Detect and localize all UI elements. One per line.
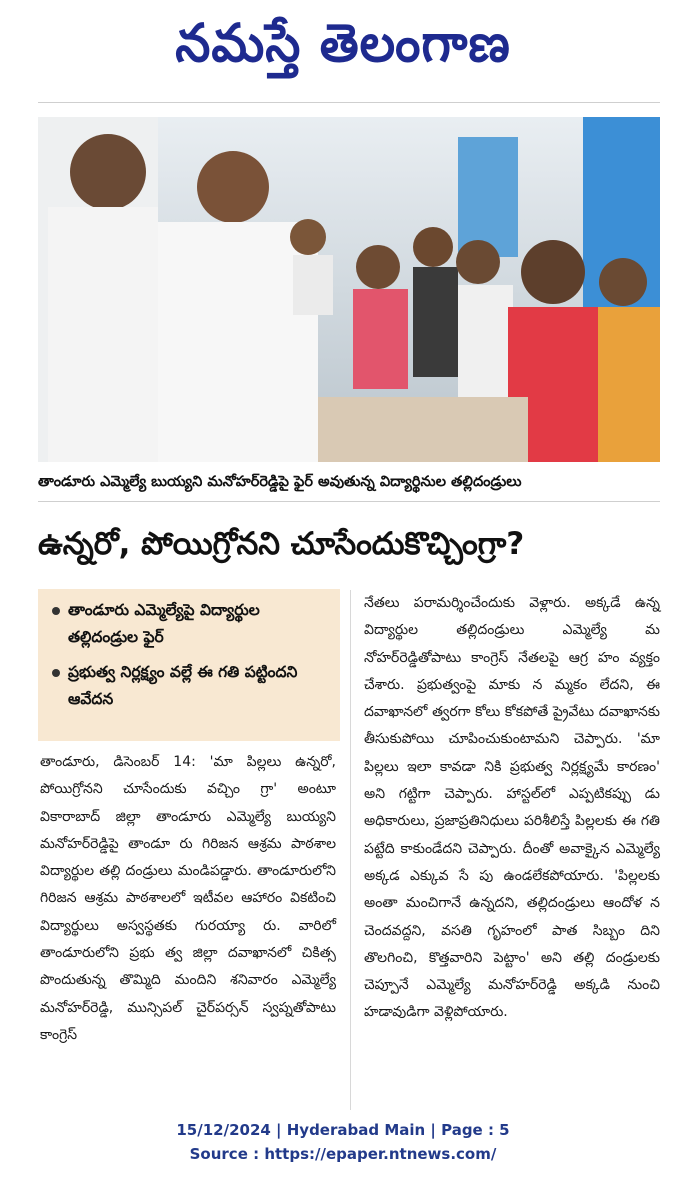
edition-info: 15/12/2024 | Hyderabad Main | Page : 5 xyxy=(176,1121,510,1139)
column-divider xyxy=(350,590,351,1110)
highlight-item xyxy=(48,597,330,651)
article-headline: ఉన్నరో, పోయిగ్రోనని చూసేందుకొచ్చింగ్రా? xyxy=(38,526,525,562)
page-footer xyxy=(0,1118,686,1166)
highlight-text: తాండూరు ఎమ్మెల్యేపై విద్యార్థుల తల్లిదండ్రుల ఫైర్ xyxy=(68,601,260,646)
article-column-right xyxy=(364,590,660,1027)
bullet-icon xyxy=(52,669,60,677)
photo-caption: తాండూరు ఎమ్మెల్యే బుయ్యని మనోహర్‌రెడ్డిపై ఫైర్ అవుతున్న విద్యార్థినుల తల్లిదండ్రులు xyxy=(38,474,522,490)
caption-rule xyxy=(38,501,660,502)
news-photo xyxy=(38,117,660,462)
source-link[interactable]: Source : https://epaper.ntnews.com/ xyxy=(189,1145,497,1163)
highlight-item xyxy=(48,659,330,713)
highlight-text: ప్రభుత్వ నిర్లక్ష్యం వల్లే ఈ గతి పట్టిందని ఆవేదన xyxy=(68,663,298,708)
newspaper-title: నమస్తే తెలంగాణ xyxy=(175,12,511,74)
bullet-icon xyxy=(52,607,60,615)
masthead-rule xyxy=(38,102,660,103)
article-body-right: నేతలు పరామర్శించేందుకు వెళ్లారు. అక్కడే ఉన్న విద్యార్థుల తల్లిదండ్రులు ఎమ్మెల్యే మ నోహర్‌రెడ్డితోపాటు కాంగ్రెస్ నేతలపై ఆగ్ర హం వ్యక్తం చేశారు. ప్రభుత్వంపై మాకు న మ్మకం లేదని, ఈ దవాఖానలో త్వరగా కోలు కోకపోతే ప్రైవేటు దవాఖానకు తీసుకుపోయి చూపించుకుంటామని చెప్పారు. 'మా పిల్లలు ఇలా కావడా నికి ప్రభుత్వ నిర్లక్ష్యమే కారణం' అని గట్టిగా చెప్పారు. హాస్టల్‌లో ఎప్పటికప్పు డు అధికారులు, ప్రజాప్రతినిధులు పరిశీలిస్తే పిల్లలకు ఈ గతి పట్టేది కాకుండేదని చెప్పారు. దీంతో అవాక్కైన ఎమ్మెల్యే అక్కడ ఎక్కువ సే పు ఉండలేకపోయారు. 'పిల్లలకు అంతా మంచిగానే ఉన్నదని, తల్లిదండ్రులు ఆందోళ న చెందవద్దని, వసతి గృహంలో పాత సిబ్బం దిని తొలగించి, కొత్తవారిని పెట్టాం' అని తల్లి దండ్రులకు చెప్పూనే ఎమ్మెల్యే మనోహర్‌రెడ్డి అక్కడి నుంచి హడావుడిగా వెళ్లిపోయారు. xyxy=(364,595,660,1021)
highlights-box xyxy=(38,589,340,741)
masthead xyxy=(0,8,686,78)
article-column-left xyxy=(40,749,336,1049)
article-body-left: తాండూరు, డిసెంబర్ 14: 'మా పిల్లలు ఉన్నరో, పోయిగ్రోనని చూసేందుకు వచ్చిం గ్రా' అంటూ వికారాబాద్ జిల్లా తాండూరు ఎమ్మెల్యే బుయ్యని మనోహర్‌రెడ్డిపై తాండూ రు గిరిజన ఆశ్రమ పాఠశాల విద్యార్థుల తల్లి దండ్రులు మండిపడ్డారు. తాండూరులోని గిరిజన ఆశ్రమ పాఠశాలలో ఇటీవల ఆహారం వికటించి విద్యార్థులు అస్వస్థతకు గురయ్యా రు. వారిలో తాండూరులోని ప్రభు త్వ జిల్లా దవాఖానలో చికిత్స పొందుతున్న తొమ్మిది మందిని శనివారం ఎమ్మెల్యే మనోహర్‌రెడ్డి, మున్సిపల్ చైర్‌పర్సన్ స్వప్నతోపాటు కాంగ్రెస్ xyxy=(40,754,336,1043)
